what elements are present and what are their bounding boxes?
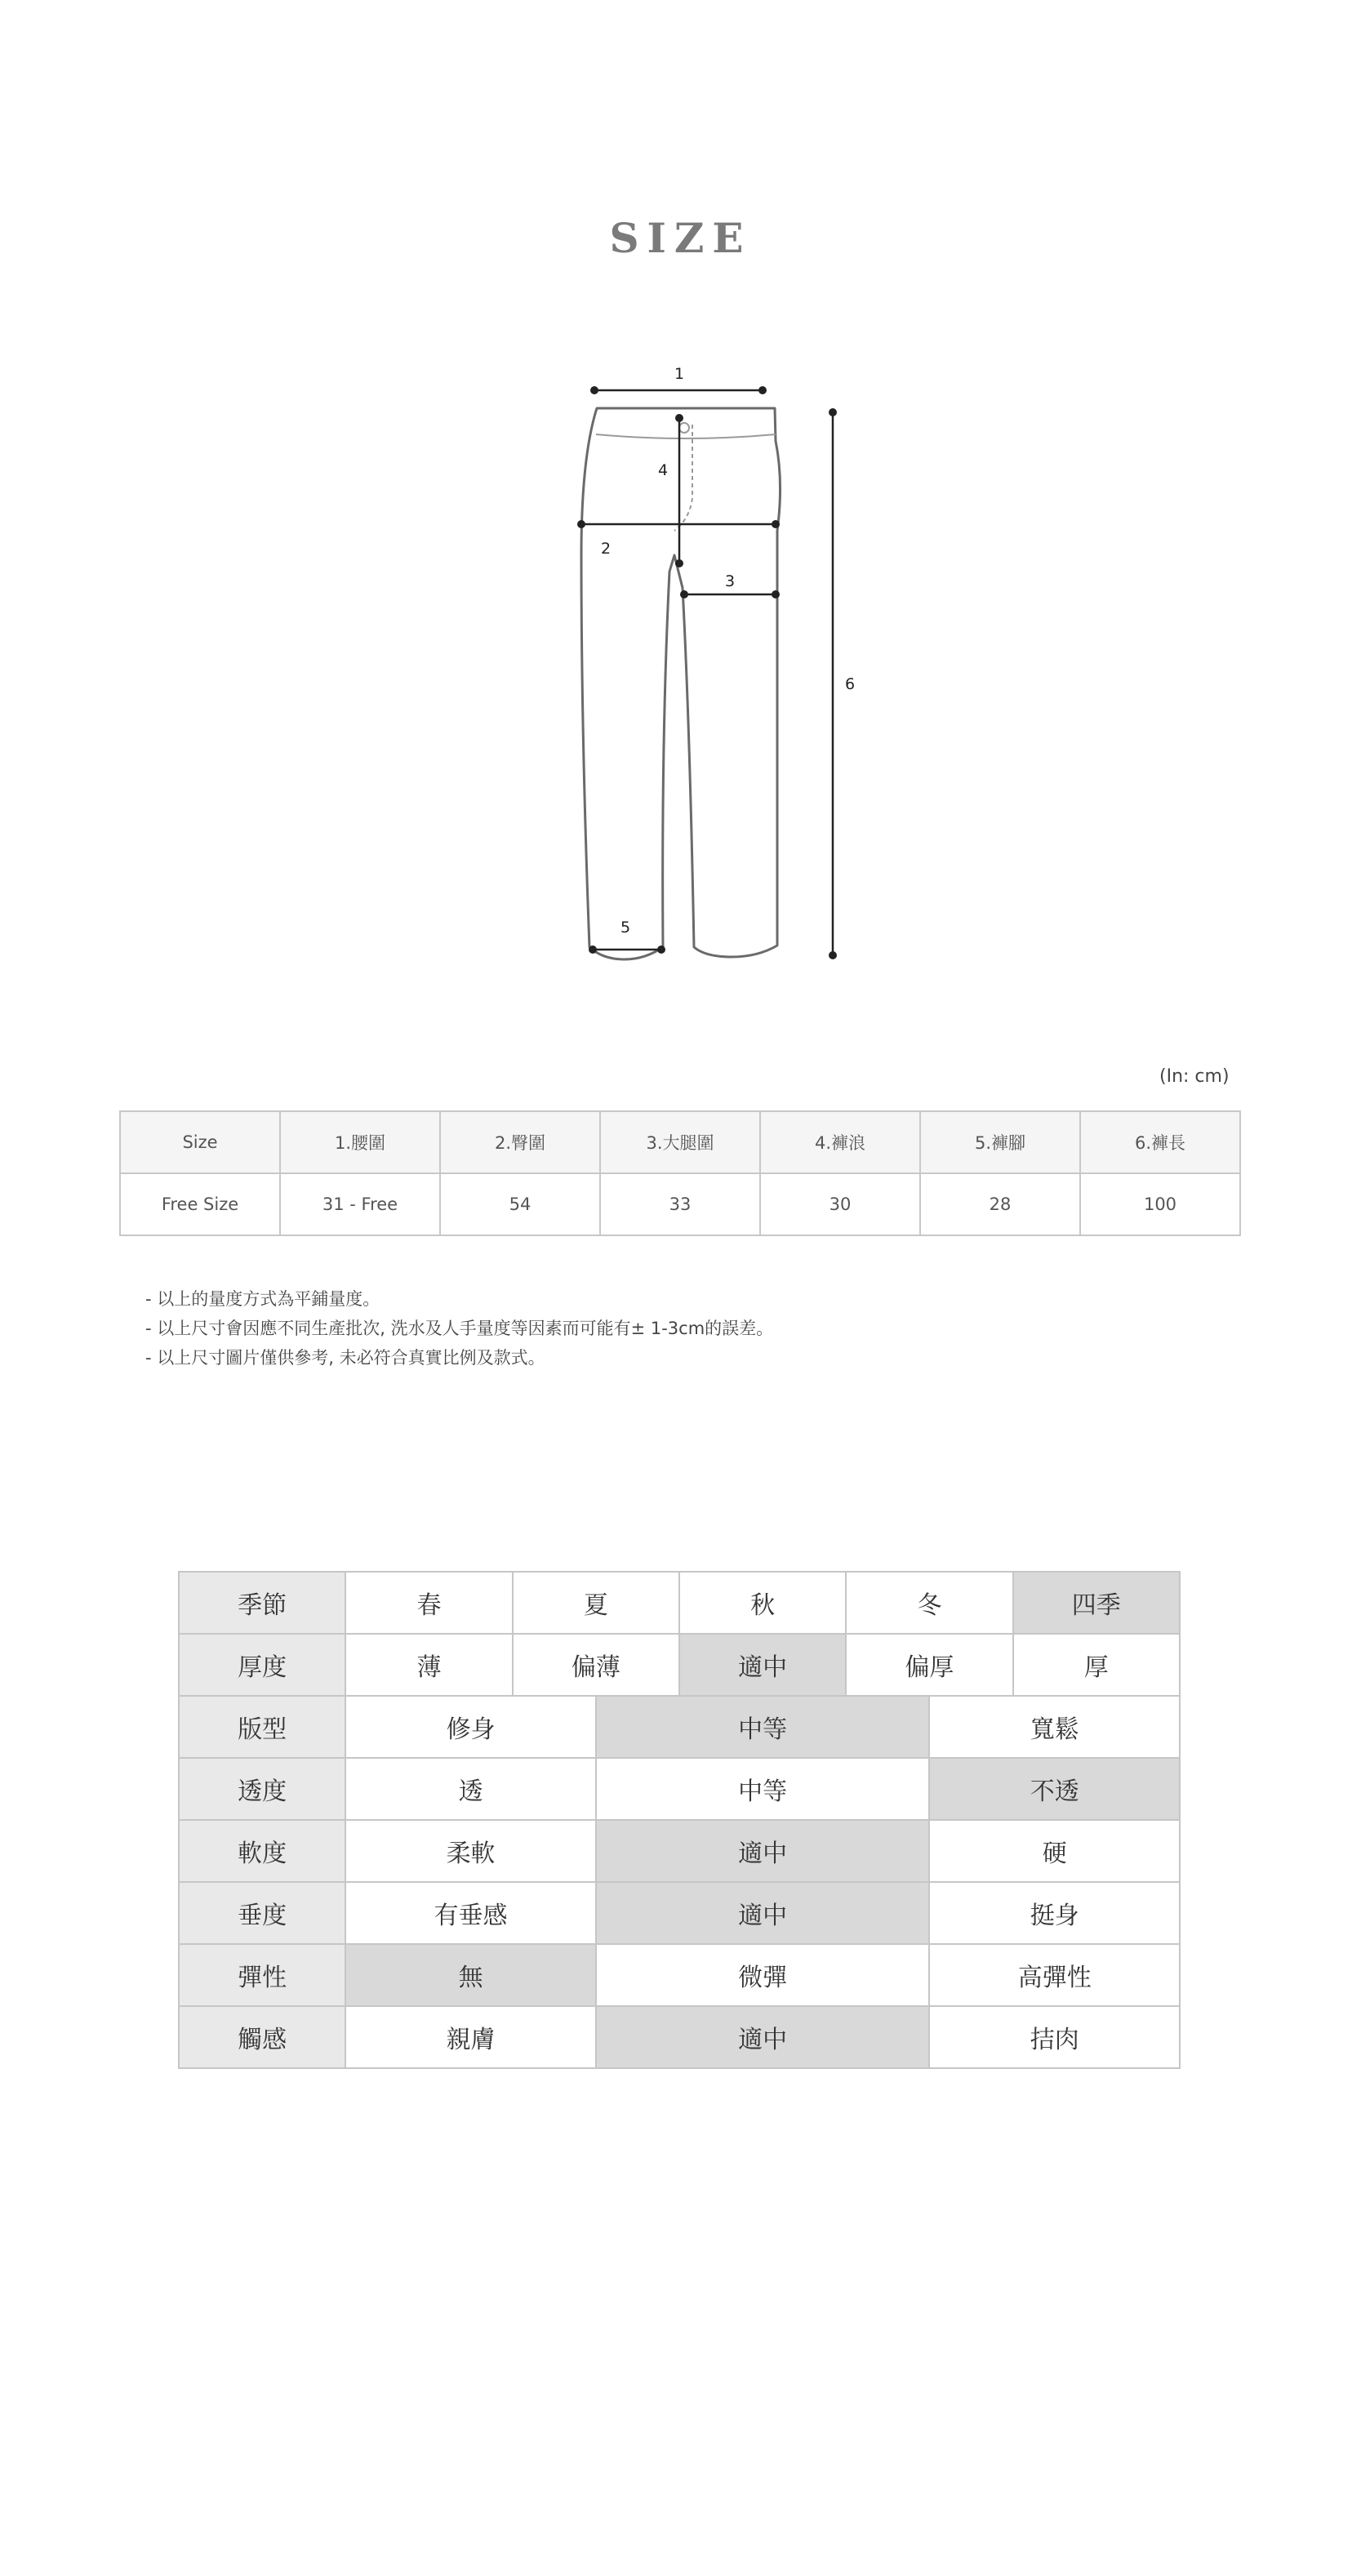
note-line: - 以上尺寸圖片僅供參考, 未必符合真實比例及款式。	[145, 1348, 545, 1368]
size-cell: 33	[600, 1173, 760, 1235]
attr-label: 厚度	[179, 1634, 345, 1696]
attr-row-season	[179, 1572, 1180, 1634]
attr-option: 寬鬆	[929, 1696, 1180, 1758]
attr-option-selected: 四季	[1013, 1572, 1180, 1634]
size-cell: 31 - Free	[280, 1173, 440, 1235]
attr-option: 挺身	[929, 1882, 1180, 1944]
fly-stitching	[674, 425, 692, 531]
attr-row-sheerness	[179, 1758, 1180, 1820]
attr-row-softness	[179, 1820, 1180, 1882]
attr-option-selected: 適中	[596, 2006, 930, 2068]
attr-label: 彈性	[179, 1944, 345, 2006]
attr-option: 高彈性	[929, 1944, 1180, 2006]
size-header-cell: 3.大腿圍	[600, 1111, 760, 1173]
note-line: - 以上尺寸會因應不同生產批次, 洗水及人手量度等因素而可能有± 1-3cm的誤差。	[145, 1319, 774, 1338]
attr-label: 垂度	[179, 1882, 345, 1944]
size-cell: Free Size	[120, 1173, 280, 1235]
size-cell: 30	[760, 1173, 920, 1235]
attr-row-drape	[179, 1882, 1180, 1944]
attr-row-touch	[179, 2006, 1180, 2068]
size-header-cell: 5.褲腳	[920, 1111, 1080, 1173]
size-header-cell: 4.褲浪	[760, 1111, 920, 1173]
size-cell: 54	[440, 1173, 600, 1235]
label-2: 2	[600, 540, 612, 558]
attr-option: 拮肉	[929, 2006, 1180, 2068]
attr-option: 親膚	[345, 2006, 595, 2068]
size-cell: 28	[920, 1173, 1080, 1235]
attr-option: 偏厚	[846, 1634, 1012, 1696]
attr-option: 夏	[513, 1572, 679, 1634]
attr-option-selected: 適中	[596, 1820, 930, 1882]
note-line: - 以上的量度方式為平鋪量度。	[145, 1289, 380, 1309]
size-table-header	[120, 1111, 1240, 1173]
attr-label: 版型	[179, 1696, 345, 1758]
attr-option: 微彈	[596, 1944, 930, 2006]
attr-row-fit	[179, 1696, 1180, 1758]
size-header-cell: 6.褲長	[1080, 1111, 1240, 1173]
button-icon	[679, 423, 689, 433]
size-header-cell: 2.臀圍	[440, 1111, 600, 1173]
page-title: SIZE	[609, 214, 752, 262]
attr-label: 觸感	[179, 2006, 345, 2068]
attr-label: 軟度	[179, 1820, 345, 1882]
label-5: 5	[620, 919, 631, 937]
size-cell: 100	[1080, 1173, 1240, 1235]
unit-note: (In: cm)	[1159, 1066, 1230, 1087]
attr-option: 薄	[345, 1634, 512, 1696]
label-6: 6	[844, 675, 856, 693]
attr-label: 透度	[179, 1758, 345, 1820]
attr-option: 冬	[846, 1572, 1012, 1634]
label-4: 4	[657, 461, 669, 479]
label-3: 3	[724, 572, 736, 590]
attr-label: 季節	[179, 1572, 345, 1634]
attr-option: 春	[345, 1572, 512, 1634]
attr-option: 修身	[345, 1696, 595, 1758]
attr-option-selected: 適中	[596, 1882, 930, 1944]
size-header-cell: 1.腰圍	[280, 1111, 440, 1173]
label-1: 1	[674, 365, 685, 383]
attr-option: 硬	[929, 1820, 1180, 1882]
pants-measurement-diagram	[0, 0, 1361, 1021]
attr-row-thickness	[179, 1634, 1180, 1696]
attr-option-selected: 不透	[929, 1758, 1180, 1820]
attr-option: 中等	[596, 1758, 930, 1820]
fabric-attributes-table	[178, 1571, 1181, 2069]
size-header-cell: Size	[120, 1111, 280, 1173]
attr-option: 秋	[679, 1572, 846, 1634]
attr-option: 有垂感	[345, 1882, 595, 1944]
attr-option-selected: 中等	[596, 1696, 930, 1758]
size-table	[119, 1110, 1241, 1236]
attr-row-elasticity	[179, 1944, 1180, 2006]
pants-outline	[581, 408, 781, 959]
attr-option-selected: 無	[345, 1944, 595, 2006]
attr-option: 厚	[1013, 1634, 1180, 1696]
size-table-row	[120, 1173, 1240, 1235]
attr-option-selected: 適中	[679, 1634, 846, 1696]
waistband-line	[596, 434, 776, 438]
attr-option: 偏薄	[513, 1634, 679, 1696]
attr-option: 透	[345, 1758, 595, 1820]
attr-option: 柔軟	[345, 1820, 595, 1882]
measurement-notes	[145, 1284, 773, 1373]
